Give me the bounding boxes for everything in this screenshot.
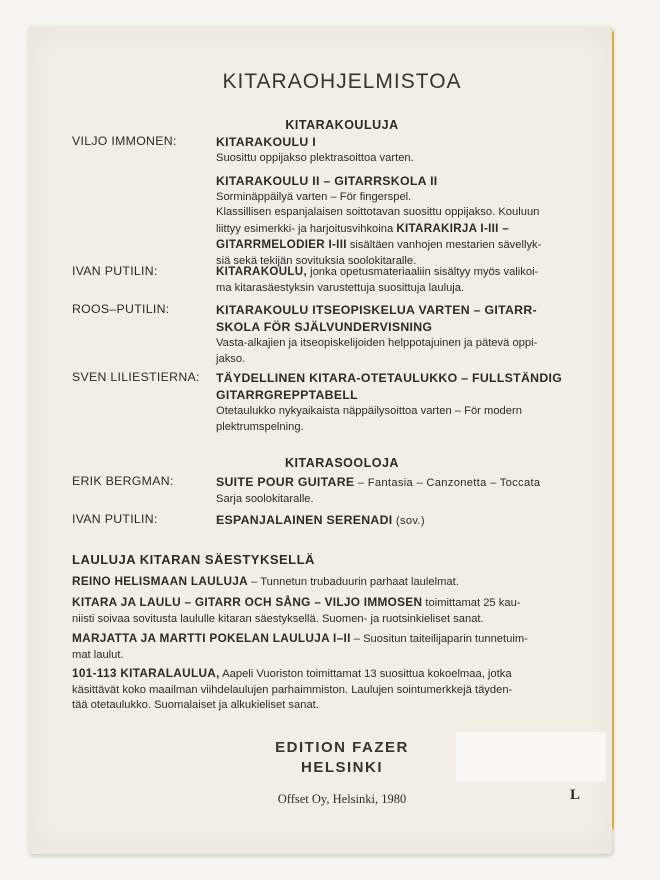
book-title [216, 512, 612, 530]
book-note: Otetaulukko nykyaikaista näppäilysoittoa varten – För modern [216, 405, 522, 417]
entry-description [216, 264, 612, 296]
song-entry-kitara-ja-laulu [72, 595, 600, 627]
entry-description [216, 302, 612, 367]
entry-description [216, 370, 612, 435]
book-note: Suosittu oppijakso plektrasoittoa varten. [216, 152, 414, 164]
book-note: ma kitarasäestyksin varustettuja suosittuja lauluja. [216, 281, 465, 294]
text-run: liittyy esimerkki- ja harjoitusvihkoina [216, 222, 397, 235]
book-note: Sorminäppäilyä varten – För fingerspel. [216, 190, 412, 203]
book-note: siä sekä tekijän sovituksia soolokitaralle. [216, 254, 417, 267]
text-run: – Suositun taiteilijaparin tunnetuim- [350, 633, 528, 645]
book-note: Sarja soolokitaralle. [216, 492, 314, 505]
book-back-cover [28, 26, 612, 854]
book-note [216, 221, 612, 238]
text-run: Aapeli Vuoriston toimittamat 13 suosittua kokoelmaa, jotka [219, 668, 512, 680]
song-entry-pokela [72, 631, 600, 663]
book-title-inline: REINO HELISMAAN LAULUJA [72, 574, 248, 588]
text-line: mat laulut. [72, 648, 124, 661]
author-name: IVAN PUTILIN: [72, 512, 158, 526]
book-title-inline: KITARAKIRJA I-III – [396, 221, 509, 235]
printer-line: Offset Oy, Helsinki, 1980 [277, 792, 407, 806]
book-title-inline: KITARAKOULU, [216, 265, 307, 278]
book-note: Vasta-alkajien ja itseopiskelijoiden helppotajuinen ja pätevä oppi- [216, 337, 538, 349]
author-name: VILJO IMMONEN: [72, 134, 177, 148]
text-line: käsittävät koko maailman viihdelaulujen parhaimmiston. Laulujen sointumerkkejä täyden- [72, 683, 513, 696]
book-title-inline: GITARRMELODIER I-III [216, 238, 347, 251]
book-title: KITARAKOULU ITSEOPISKELUA VARTEN – GITARR- [216, 303, 537, 317]
entry-description [216, 134, 612, 269]
text-run: sisältäen vanhojen mestarien sävellyk- [346, 239, 542, 251]
book-title-inline: 101-113 KITARALAULUA, [72, 666, 220, 680]
text-run: toimittamat 25 kau- [422, 597, 521, 609]
song-entry-kitaralaulua [72, 666, 600, 714]
book-title: SKOLA FÖR SJÄLVUNDERVISNING [216, 320, 433, 334]
book-note: Klassillisen espanjalaisen soittotavan suosittu oppijakso. Kouluun [216, 206, 540, 218]
publisher-city: HELSINKI [300, 759, 383, 776]
book-note [216, 237, 612, 254]
text-run: jonka opetusmateriaaliin sisältyy myös valikoi- [306, 266, 539, 278]
text-line [72, 666, 600, 683]
book-title-inline: MARJATTA JA MARTTI POKELAN LAULUJA I–II [72, 631, 351, 645]
text-line: niisti soivaa sovitusta laululle kitaran säestyksellä. Suomen- ja ruotsinkieliset sanat. [72, 612, 484, 625]
title-run: SUITE POUR GUITARE [216, 475, 355, 489]
text-line [72, 631, 600, 648]
text-run: – Fantasia – Canzonetta – Toccata [354, 477, 541, 489]
section-heading-guitar-solos: KITARASOOLOJA [285, 456, 399, 470]
section-heading-songs: LAULUJA KITARAN SÄESTYKSELLÄ [72, 552, 315, 567]
author-name: IVAN PUTILIN: [72, 264, 158, 278]
text-line: tää otetaulukko. Suomalaiset ja alkukieliset sanat. [72, 699, 319, 711]
book-title: TÄYDELLINEN KITARA-OTETAULUKKO – FULLSTÄNDIG [216, 371, 563, 385]
author-name: SVEN LILIESTIERNA: [72, 370, 200, 384]
cover-content [72, 26, 612, 854]
publisher-name: EDITION FAZER [275, 739, 409, 756]
book-note: plektrumspelning. [216, 420, 304, 433]
publisher-imprint [72, 738, 612, 778]
book-title: KITARAKOULU I [216, 135, 316, 149]
code-letter: L [570, 787, 581, 803]
book-title: KITARAKOULU II – GITARRSKOLA II [216, 173, 438, 188]
book-note [216, 264, 612, 281]
book-title [216, 474, 612, 492]
text-run: – Tunnetun trubaduurin parhaat laulelmat. [248, 576, 459, 588]
catalog-title: KITARAOHJELMISTOA [222, 70, 462, 93]
book-title-inline: KITARA JA LAULU – GITARR OCH SÅNG – VILJO IMMOSEN [72, 595, 423, 609]
title-run: ESPANJALAINEN SERENADI [216, 513, 393, 527]
text-line [72, 595, 600, 612]
author-name: ERIK BERGMAN: [72, 474, 174, 488]
entry-description [216, 512, 612, 530]
author-name: ROOS–PUTILIN: [72, 302, 170, 316]
book-title: GITARRGREPPTABELL [216, 388, 358, 402]
book-note: jakso. [216, 352, 246, 365]
section-heading-guitar-schools: KITARAKOULUJA [285, 118, 399, 132]
text-run: (sov.) [392, 515, 425, 527]
song-entry-helismaa [72, 574, 600, 591]
entry-description [216, 474, 612, 507]
